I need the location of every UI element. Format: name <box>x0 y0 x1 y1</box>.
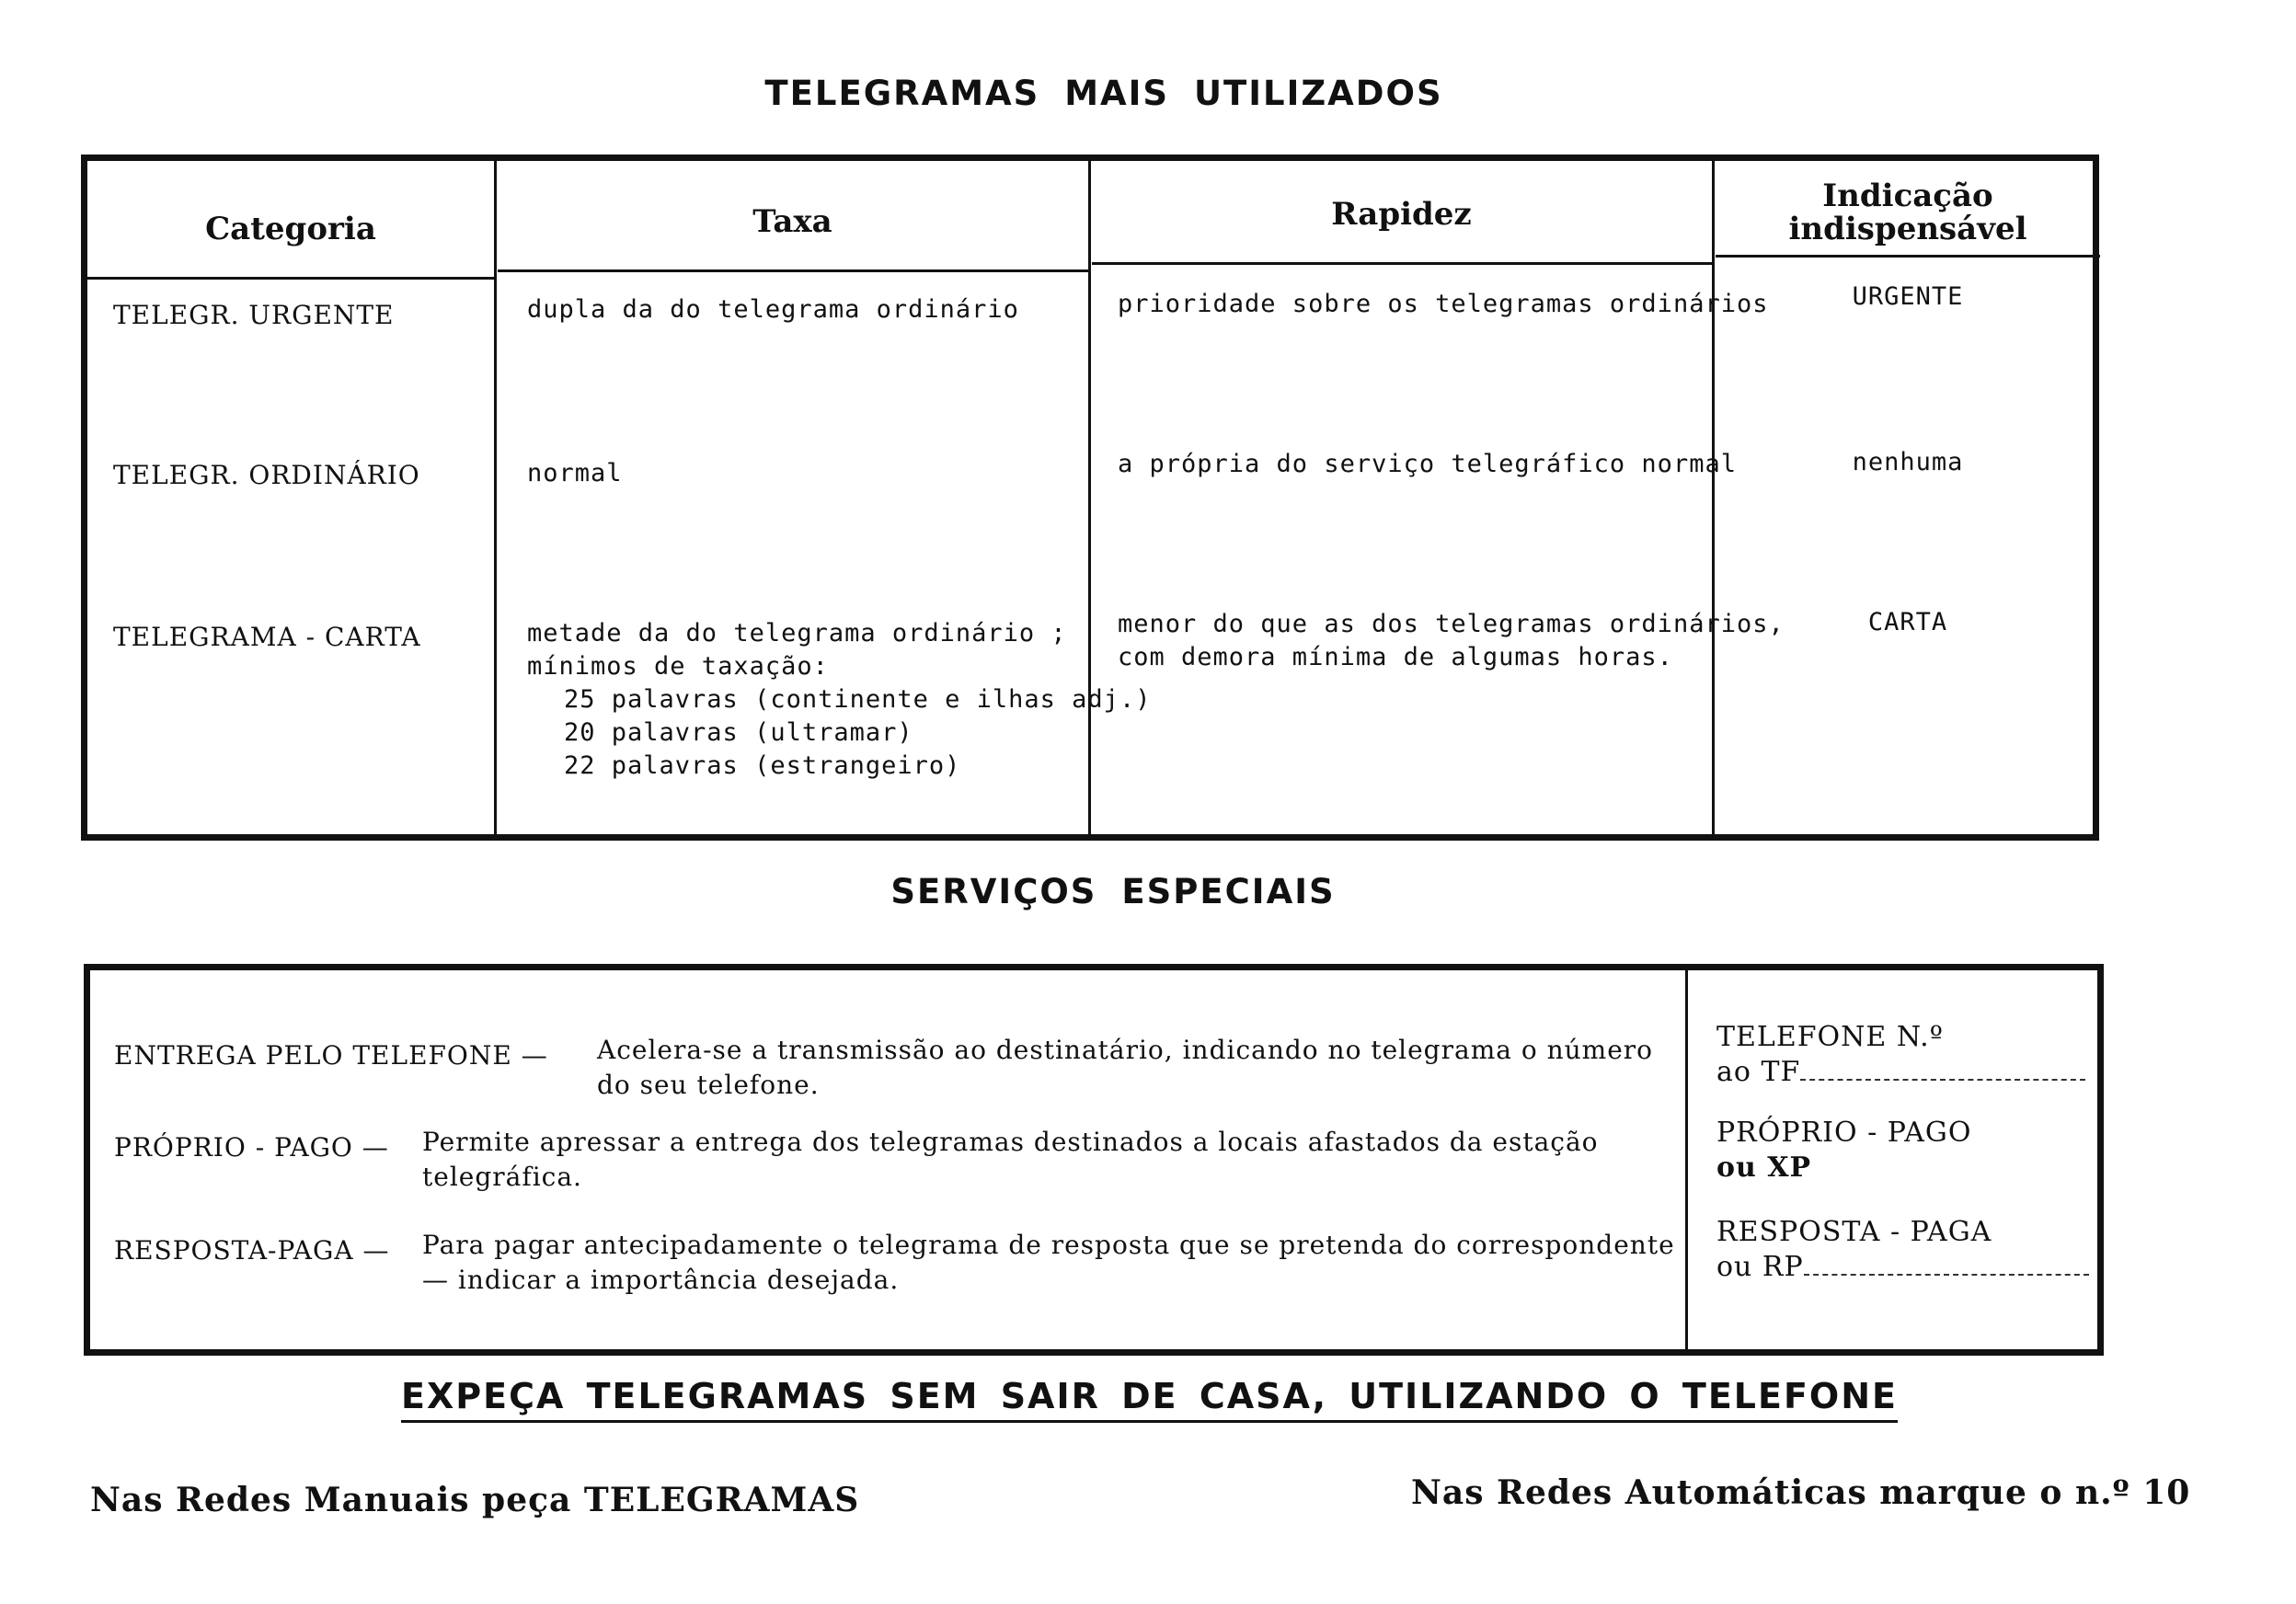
service-resposta-name: RESPOSTA-PAGA — <box>114 1235 390 1266</box>
row-carta-rapidez-line1: menor do que as dos telegramas ordinários, <box>1118 610 1785 638</box>
service-proprio-desc <box>422 1125 1659 1195</box>
code-proprio-pago <box>1716 1116 1971 1186</box>
code-proprio-line1: PRÓPRIO - PAGO <box>1716 1117 1972 1149</box>
header-indicacao <box>1715 179 2101 246</box>
header-indicacao-line1: Indicação <box>1822 178 1993 214</box>
section-title-special: SERVIÇOS ESPECIAIS <box>890 872 1336 911</box>
row-carta-taxa-line3: 25 palavras (continente e ilhas adj.) <box>564 685 1152 714</box>
row-carta-taxa <box>527 617 1151 783</box>
service-proprio-name: PRÓPRIO - PAGO — <box>114 1132 389 1163</box>
header-rule <box>87 277 495 280</box>
column-divider <box>494 161 497 836</box>
row-ordinario-categoria: TELEGR. ORDINÁRIO <box>113 460 420 490</box>
service-entrega-desc-line1: Acelera-se a transmissão ao destinatário, indicando no telegrama o número <box>597 1035 1654 1065</box>
row-ordinario-indicacao: nenhuma <box>1852 448 1964 476</box>
code-resposta-abbrev: ou RP <box>1716 1251 1804 1283</box>
row-urgente-indicacao: URGENTE <box>1852 282 1964 311</box>
service-entrega-desc-line2: do seu telefone. <box>597 1070 820 1100</box>
header-rule <box>498 269 1088 272</box>
row-urgente-taxa: dupla da do telegrama ordinário <box>527 295 1019 324</box>
footer-automatic-networks: Nas Redes Automáticas marque o n.º 10 <box>1411 1473 2191 1512</box>
row-carta-rapidez <box>1118 608 1785 674</box>
row-urgente-rapidez: prioridade sobre os telegramas ordinários <box>1118 290 1769 318</box>
code-resposta-line1: RESPOSTA - PAGA <box>1716 1216 1992 1248</box>
service-proprio-desc-line1: Permite apressar a entrega dos telegramas destinados a locais afastados da estação <box>422 1127 1599 1157</box>
service-resposta-desc-line2: — indicar a importância desejada. <box>422 1265 900 1295</box>
service-resposta-desc-line1: Para pagar antecipadamente o telegrama de resposta que se pretenda do correspondente <box>422 1230 1675 1260</box>
code-proprio-line2: ou XP <box>1716 1151 1812 1184</box>
service-entrega-name: ENTREGA PELO TELEFONE — <box>114 1040 548 1071</box>
code-telefone-abbrev: ao TF <box>1716 1056 1801 1088</box>
row-ordinario-rapidez: a própria do serviço telegráfico normal <box>1118 450 1737 478</box>
header-indicacao-line2: indispensável <box>1788 211 2027 247</box>
service-proprio-desc-line2: telegráfica. <box>422 1162 582 1192</box>
slogan: EXPEÇA TELEGRAMAS SEM SAIR DE CASA, UTILIZANDO O TELEFONE <box>401 1376 1898 1423</box>
header-categoria: Categoria <box>205 211 376 247</box>
special-services-table <box>84 964 2104 1356</box>
row-carta-rapidez-line2: com demora mínima de algumas horas. <box>1118 643 1673 671</box>
code-resposta-line2 <box>1716 1250 2089 1285</box>
code-telefone <box>1716 1020 2085 1090</box>
column-divider <box>1685 970 1688 1351</box>
code-telefone-line1: TELEFONE N.º <box>1716 1021 1944 1053</box>
footer-manual-networks: Nas Redes Manuais peça TELEGRAMAS <box>90 1481 860 1519</box>
service-resposta-desc <box>422 1228 1675 1298</box>
service-entrega-desc <box>597 1033 1655 1103</box>
row-carta-taxa-line2: mínimos de taxação: <box>527 652 829 681</box>
fill-line <box>1804 1254 2089 1276</box>
row-carta-taxa-line1: metade da do telegrama ordinário ; <box>527 619 1067 647</box>
column-divider <box>1712 161 1715 836</box>
header-rule <box>1716 255 2100 258</box>
code-telefone-line2 <box>1716 1055 2085 1090</box>
header-rule <box>1092 262 1712 265</box>
telegram-types-table <box>81 155 2099 841</box>
row-carta-indicacao: CARTA <box>1867 608 1948 636</box>
row-urgente-categoria: TELEGR. URGENTE <box>113 300 395 330</box>
row-ordinario-taxa: normal <box>527 459 623 487</box>
row-carta-taxa-line5: 22 palavras (estrangeiro) <box>564 751 961 780</box>
row-carta-taxa-line4: 20 palavras (ultramar) <box>564 718 913 747</box>
code-resposta-paga <box>1716 1215 2089 1285</box>
row-carta-categoria: TELEGRAMA - CARTA <box>113 622 421 652</box>
header-rapidez: Rapidez <box>1331 196 1472 233</box>
header-taxa: Taxa <box>752 203 832 240</box>
page-title: TELEGRAMAS MAIS UTILIZADOS <box>764 74 1443 113</box>
fill-line <box>1800 1059 2085 1081</box>
